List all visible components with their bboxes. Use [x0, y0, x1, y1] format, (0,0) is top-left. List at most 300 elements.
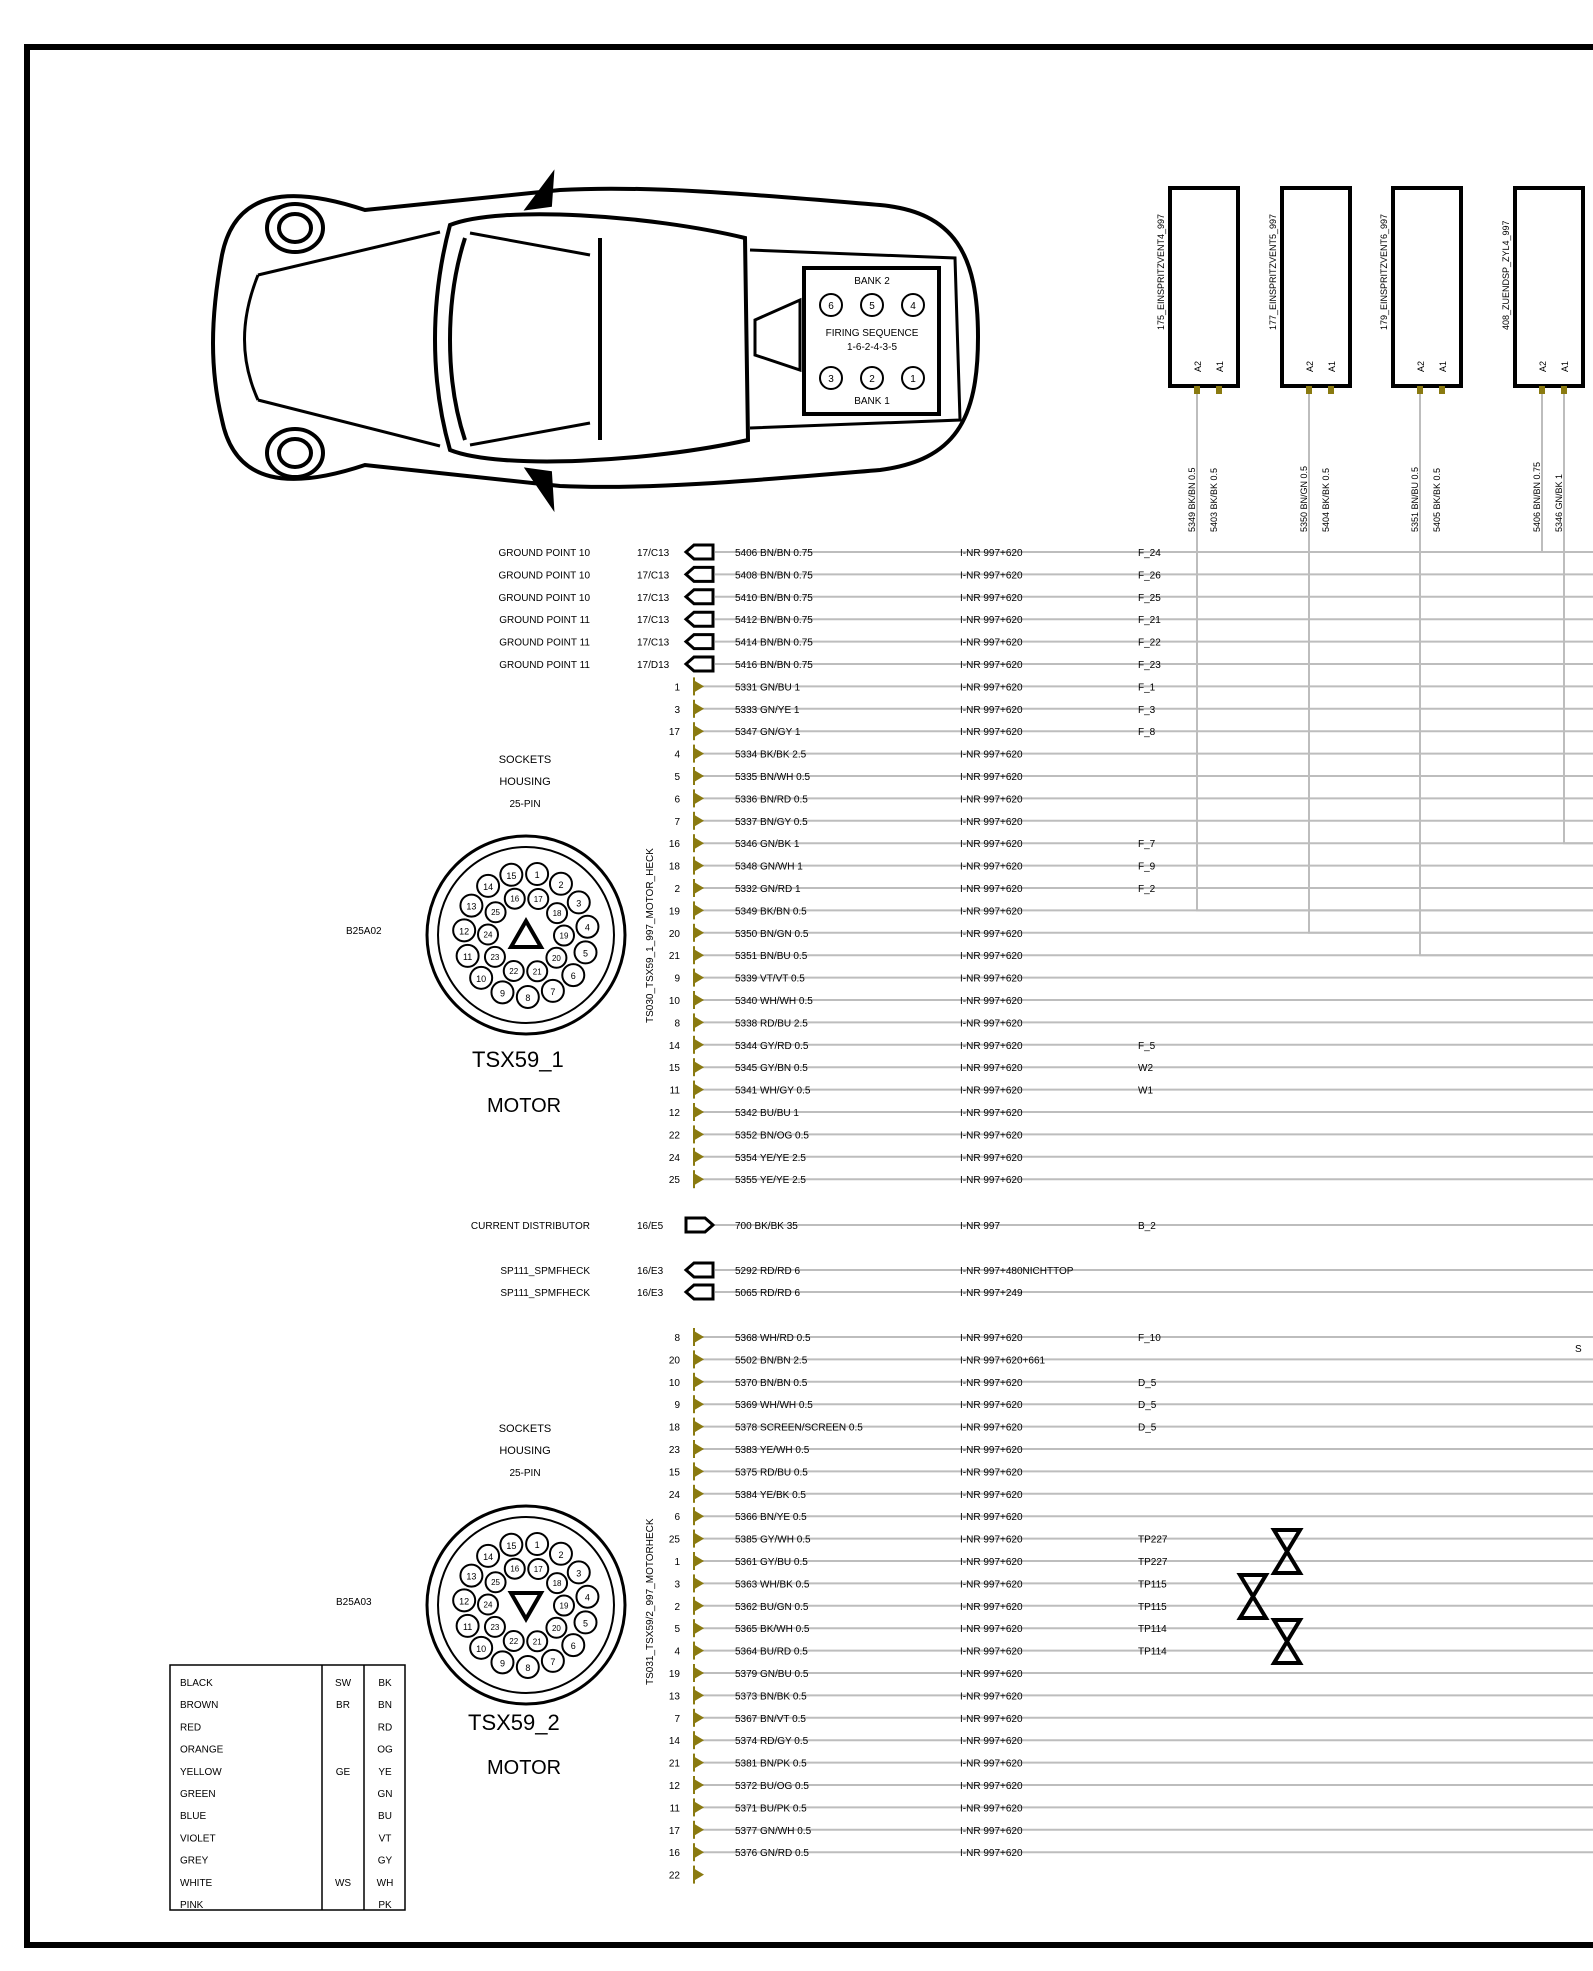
socket-label: 4	[584, 1592, 590, 1603]
ground-row	[499, 612, 1593, 626]
socket-label: 15	[506, 1540, 517, 1551]
legend-row	[180, 1878, 393, 1889]
pin-row	[669, 1843, 1593, 1861]
pin-marker	[694, 1869, 704, 1881]
bank2-label: BANK 2	[854, 276, 890, 287]
socket-label: 18	[552, 1579, 562, 1589]
pin-number: 15	[668, 1063, 680, 1075]
pin-row	[670, 1081, 1593, 1099]
wire-id: 5362 BU/GN 0.5	[735, 1601, 809, 1613]
legend-code: PK	[378, 1900, 392, 1911]
legend-row	[180, 1745, 393, 1756]
wire-inr: I-NR 997+620	[960, 816, 1023, 828]
wire-id: 5338 RD/BU 2.5	[735, 1018, 808, 1030]
legend-row	[180, 1678, 392, 1689]
pin-row	[669, 834, 1593, 852]
pin-number: 17	[668, 1825, 680, 1837]
socket-label: 17	[533, 1565, 543, 1575]
pin-marker	[694, 1667, 704, 1679]
wire-id: 5345 GY/BN 0.5	[735, 1063, 808, 1075]
legend-color-name: VIOLET	[180, 1833, 216, 1845]
component-pin-label: A2	[1193, 360, 1203, 372]
car-headlight-top-inner	[279, 214, 311, 242]
wire-inr: I-NR 997+620	[960, 951, 1023, 963]
wire-inr: I-NR 997+249	[960, 1288, 1023, 1299]
pin-marker	[694, 1488, 704, 1500]
connector-tsx59-1	[346, 754, 656, 1117]
wire-ref: F_2	[1138, 884, 1156, 895]
car-rear-spoiler	[755, 300, 800, 370]
pin-number: 6	[674, 794, 680, 806]
connector2-name: TSX59_2	[468, 1710, 560, 1735]
wire-inr: I-NR 997+620	[960, 1736, 1023, 1748]
socket-label: 7	[550, 1656, 556, 1667]
car-windshield	[450, 238, 465, 440]
wire-inr: I-NR 997+620	[960, 570, 1023, 582]
wire-inr: I-NR 997+620	[960, 1445, 1023, 1456]
cylinder-label: 5	[869, 301, 875, 312]
socket-label: 15	[506, 870, 517, 881]
connector1-name: TSX59_1	[472, 1047, 564, 1072]
wire-id: 5333 GN/YE 1	[735, 704, 800, 716]
pin-row	[669, 1418, 1593, 1436]
component-pin	[1216, 386, 1222, 394]
connector2-housing-label: HOUSING	[499, 1445, 551, 1457]
pin-marker	[694, 1533, 704, 1545]
pin-row	[669, 1148, 1593, 1166]
wire-id: 5385 GY/WH 0.5	[735, 1534, 811, 1546]
pin-marker	[694, 1846, 704, 1858]
legend-color-name: ORANGE	[180, 1744, 224, 1756]
pin-number: 18	[668, 1422, 680, 1434]
socket-label: 20	[551, 953, 561, 963]
pin-marker	[694, 972, 704, 984]
wire-inr: I-NR 997+620	[960, 615, 1023, 627]
component-pin	[1328, 386, 1334, 394]
wire-ref: F_7	[1138, 839, 1156, 851]
wire-id: 700 BK/BK 35	[735, 1221, 798, 1232]
mid-row	[500, 1263, 1593, 1277]
wire-inr: I-NR 997+620	[960, 749, 1023, 761]
legend-code: BN	[378, 1700, 392, 1712]
socket-label: 23	[490, 952, 500, 962]
pin-row	[674, 1552, 1593, 1570]
component-name: 177_EINSPRITZVENT5_997	[1268, 213, 1278, 330]
wire-inr: I-NR 997+620	[960, 1130, 1023, 1142]
pin-row	[674, 969, 1593, 987]
wire-inr: I-NR 997+620	[960, 1803, 1023, 1815]
legend-code: GN	[377, 1789, 393, 1800]
pin-marker	[694, 1016, 704, 1028]
pin-marker	[694, 1084, 704, 1096]
wire-inr: I-NR 997+620+661	[960, 1355, 1046, 1367]
pin-row	[669, 1530, 1593, 1548]
wire-inr: I-NR 997+620	[960, 1691, 1023, 1703]
wire-ref: F_25	[1138, 592, 1161, 604]
wire-id: 5336 BN/RD 0.5	[735, 794, 808, 806]
wire-inr: I-NR 997+620	[960, 1601, 1023, 1613]
wire-inr: I-NR 997+620	[960, 1825, 1023, 1837]
ground-row	[499, 657, 1593, 671]
wire-id: 5408 BN/BN 0.75	[735, 570, 813, 582]
car-cabin	[435, 214, 748, 461]
pin-row	[669, 857, 1593, 875]
legend-color-name: GREEN	[180, 1789, 216, 1800]
row-label: GROUND POINT 10	[498, 548, 590, 559]
wire-id: 5349 BK/BN 0.5	[735, 906, 807, 918]
row-location: 16/E3	[637, 1288, 664, 1299]
pin-number: 9	[674, 1400, 680, 1412]
cylinder-label: 1	[910, 374, 916, 385]
legend-color-name: YELLOW	[180, 1766, 222, 1778]
pin-number: 24	[668, 1152, 680, 1164]
row-location: 16/E5	[637, 1221, 664, 1232]
pin-row	[674, 1619, 1593, 1637]
wire-inr: I-NR 997+620	[960, 884, 1023, 895]
pin-number: 10	[668, 996, 680, 1007]
socket-label: 13	[466, 901, 477, 912]
connector1-sub: MOTOR	[487, 1095, 562, 1117]
row-location: 17/D13	[637, 660, 670, 671]
wire-inr: I-NR 997+620	[960, 1713, 1023, 1725]
component-pin	[1417, 386, 1423, 394]
wire-id: 5372 BU/OG 0.5	[735, 1781, 809, 1792]
wire-inr: I-NR 997+620	[960, 1534, 1023, 1546]
pin-marker	[694, 949, 704, 961]
cylinder-label: 4	[910, 301, 916, 312]
pin-row	[669, 1462, 1593, 1480]
pin-number: 14	[668, 1736, 680, 1748]
socket-label: 11	[462, 1621, 473, 1632]
socket-label: 17	[533, 895, 543, 905]
pin-number: 16	[668, 1848, 680, 1860]
pin-marker	[694, 927, 704, 939]
pin-number: 12	[668, 1781, 680, 1792]
legend-row	[180, 1767, 392, 1778]
wire-inr: I-NR 997+620	[960, 794, 1023, 806]
socket-label: 14	[483, 1551, 494, 1562]
pin-row	[669, 1036, 1593, 1054]
pin-row	[674, 1013, 1593, 1031]
pin-marker	[694, 882, 704, 894]
pin-row	[669, 1731, 1593, 1749]
signal-arrow-left	[686, 657, 713, 671]
wire-inr: I-NR 997+620	[960, 861, 1023, 873]
pin-number: 21	[668, 1758, 680, 1770]
legend-color-name: BROWN	[180, 1700, 219, 1712]
component-pin	[1539, 386, 1545, 394]
twist-marker-2	[1240, 1575, 1266, 1618]
component-box	[1170, 188, 1238, 386]
connector2-ref: B25A03	[336, 1597, 372, 1608]
wire-id: 5337 BN/GY 0.5	[735, 816, 808, 828]
wire-ref: F_5	[1138, 1040, 1156, 1052]
socket-label: 6	[570, 1641, 576, 1652]
socket-label: 16	[510, 1564, 520, 1574]
socket-label: 5	[582, 948, 589, 959]
wire-inr: I-NR 997+620	[960, 928, 1023, 940]
socket-label: 1	[534, 1540, 540, 1551]
wire-id: 5374 RD/GY 0.5	[735, 1736, 809, 1748]
socket-label: 3	[576, 1568, 582, 1579]
wire-id: 5416 BN/BN 0.75	[735, 660, 813, 671]
twist-marker-3	[1274, 1620, 1300, 1663]
pin-marker	[694, 1173, 704, 1185]
ground-row	[499, 590, 1593, 604]
legend-code: RD	[377, 1722, 393, 1734]
bank1-label: BANK 1	[854, 396, 890, 407]
legend-row	[180, 1700, 392, 1711]
pin-marker	[694, 1734, 704, 1746]
pin-row	[669, 1373, 1593, 1391]
wire-ref: D_5	[1138, 1400, 1157, 1412]
wire-ref: TP227	[1138, 1534, 1168, 1546]
pin-row	[669, 1440, 1593, 1458]
wire-inr: I-NR 997+620	[960, 1018, 1023, 1030]
wire-inr: I-NR 997+620	[960, 1489, 1023, 1501]
wire-inr: I-NR 997+620	[960, 727, 1023, 739]
signal-arrow-left	[686, 1285, 713, 1299]
component-wire-label: 5350 BN/GN 0.5	[1299, 465, 1309, 532]
socket-label: 3	[576, 898, 582, 909]
wire-inr: I-NR 997+620	[960, 1467, 1023, 1479]
pin-marker	[694, 815, 704, 827]
wire-id: 5347 GN/GY 1	[735, 727, 801, 739]
wire-id: 5410 BN/BN 0.75	[735, 592, 813, 604]
wire-ref: F_22	[1138, 637, 1161, 649]
pin-row	[669, 722, 1593, 740]
legend-row	[180, 1722, 392, 1733]
wire-ref: F_21	[1138, 615, 1161, 627]
socket-label: 24	[483, 1600, 493, 1610]
component-pin	[1306, 386, 1312, 394]
pin-number: 3	[674, 704, 680, 716]
pin-number: 12	[668, 1108, 680, 1119]
wire-inr: I-NR 997+620	[960, 1175, 1023, 1187]
connector2-pins-label: 25-PIN	[509, 1468, 541, 1479]
legend-row	[180, 1789, 393, 1800]
pin-marker	[694, 1353, 704, 1365]
pin-number: 11	[669, 1085, 680, 1097]
pin-row	[669, 946, 1593, 964]
component-wire-label: 5403 BK/BK 0.5	[1209, 467, 1219, 532]
twist-marker-1	[1274, 1530, 1300, 1573]
wire-inr: I-NR 997+620	[960, 1108, 1023, 1119]
wire-id: 5340 WH/WH 0.5	[735, 996, 813, 1007]
pin-row	[674, 1574, 1593, 1592]
pin-row	[674, 1709, 1593, 1727]
legend-code: VT	[378, 1833, 392, 1845]
socket-label: 12	[459, 926, 470, 937]
component-pin-label: A2	[1305, 360, 1315, 372]
component-pin-label: A2	[1416, 360, 1426, 372]
car-hood-right	[258, 400, 440, 446]
pin-number: 2	[674, 1601, 680, 1613]
pin-row	[674, 745, 1593, 763]
socket-label: 16	[510, 894, 520, 904]
pin-row	[669, 1776, 1593, 1794]
wire-inr: I-NR 997+620	[960, 1422, 1023, 1434]
pin-row-unused	[669, 1866, 704, 1884]
legend-code: BU	[378, 1811, 392, 1823]
pin-row	[674, 1507, 1593, 1525]
wire-inr: I-NR 997+620	[960, 1377, 1023, 1389]
socket-label: 20	[551, 1623, 561, 1633]
row-location: 17/C13	[637, 570, 670, 582]
twisted-pair-markers	[1240, 1530, 1300, 1663]
wire-id: 5341 WH/GY 0.5	[735, 1085, 811, 1097]
wire-inr: I-NR 997+620	[960, 906, 1023, 918]
cylinder-label: 3	[828, 374, 834, 385]
wire-id: 5365 BK/WH 0.5	[735, 1624, 810, 1636]
component-pin	[1194, 386, 1200, 394]
legend-code: YE	[378, 1766, 392, 1778]
component-pin-label: A1	[1215, 360, 1225, 372]
pin-number: 4	[674, 1646, 680, 1658]
component-pin-label: A2	[1538, 360, 1548, 372]
pin-marker	[694, 1510, 704, 1522]
socket-label: 9	[499, 1658, 505, 1669]
wire-id: 5344 GY/RD 0.5	[735, 1040, 809, 1052]
wire-inr: I-NR 997+620	[960, 1669, 1023, 1680]
legend-row	[180, 1833, 391, 1844]
row-label: SP111_SPMFHECK	[500, 1266, 590, 1277]
car-roof-left	[470, 233, 590, 255]
wire-id: 5335 BN/WH 0.5	[735, 772, 811, 783]
pin-row	[674, 677, 1593, 695]
pin-number: 7	[674, 816, 680, 828]
pin-marker	[694, 1824, 704, 1836]
pin-number: 7	[674, 1713, 680, 1725]
wire-inr: I-NR 997+620	[960, 973, 1023, 985]
component-pin-label: A1	[1438, 360, 1448, 372]
wire-inr: I-NR 997+620	[960, 637, 1023, 649]
socket-label: 21	[532, 1637, 542, 1647]
signal-arrow-left	[686, 567, 713, 581]
wire-id: 5331 GN/BU 1	[735, 682, 801, 694]
socket-label: 1	[534, 870, 540, 881]
pin-number: 6	[674, 1512, 680, 1524]
wire-inr: I-NR 997+620	[960, 592, 1023, 604]
wire-ref: TP114	[1138, 1624, 1167, 1636]
wire-ref: W2	[1138, 1063, 1153, 1075]
wire-inr: I-NR 997+620	[960, 772, 1023, 783]
row-label: GROUND POINT 11	[499, 637, 590, 649]
pin-marker	[694, 1801, 704, 1813]
component-wire-label: 5351 BN/BU 0.5	[1410, 466, 1420, 532]
pin-marker	[694, 1757, 704, 1769]
wire-inr: I-NR 997+620	[960, 1512, 1023, 1524]
signal-arrow-left	[686, 612, 713, 626]
wire-ref: F_24	[1138, 548, 1161, 559]
wire-inr: I-NR 997+620	[960, 1333, 1023, 1344]
row-label: GROUND POINT 10	[498, 570, 590, 582]
wire-ref: F_9	[1138, 861, 1156, 873]
socket-label: 8	[525, 1662, 531, 1673]
pin-row	[669, 1125, 1593, 1143]
socket-label: 25	[491, 1578, 501, 1588]
wire-id: 5346 GN/BK 1	[735, 839, 800, 851]
pin-number: 17	[668, 727, 680, 739]
component-pin-label: A1	[1560, 360, 1570, 372]
socket-label: 24	[483, 930, 493, 940]
pin-number: 10	[668, 1377, 680, 1389]
wire-inr: I-NR 997+620	[960, 839, 1023, 851]
firing-order: 1-6-2-4-3-5	[846, 342, 898, 353]
wire-id: 5351 BN/BU 0.5	[735, 951, 808, 963]
pin-row	[669, 901, 1593, 919]
pin-marker	[694, 837, 704, 849]
socket-label: 19	[559, 931, 569, 941]
pin-row	[669, 991, 1593, 1009]
pin-marker	[694, 1712, 704, 1724]
wire-id: 5406 BN/BN 0.75	[735, 548, 813, 559]
component-box	[1282, 188, 1350, 386]
socket-label: 12	[459, 1596, 470, 1607]
pin-number: 24	[668, 1489, 680, 1501]
legend-german-code: BR	[336, 1700, 350, 1712]
row-location: 17/C13	[637, 548, 670, 559]
component-wire-label: 5405 BK/BK 0.5	[1432, 467, 1442, 532]
wire-ref: F_3	[1138, 704, 1156, 716]
pin-row	[669, 1103, 1593, 1121]
legend-german-code: SW	[334, 1678, 352, 1689]
wire-id: 5377 GN/WH 0.5	[735, 1825, 812, 1837]
pin-row	[669, 1686, 1593, 1704]
wire-id: 5414 BN/BN 0.75	[735, 637, 813, 649]
wire-id: 5379 GN/BU 0.5	[735, 1669, 809, 1680]
row-location: 17/C13	[637, 592, 670, 604]
wire-ref: F_1	[1138, 682, 1156, 694]
pin-marker	[694, 748, 704, 760]
legend-german-code: GE	[335, 1766, 351, 1778]
wire-inr: I-NR 997+620	[960, 548, 1023, 559]
socket-label: 11	[462, 951, 473, 962]
legend-color-name: BLACK	[180, 1678, 213, 1689]
pin-row	[669, 1350, 1593, 1368]
connector1-pins-label: 25-PIN	[509, 799, 541, 810]
mid-row	[471, 1218, 1593, 1232]
pin-marker	[694, 1128, 704, 1140]
socket-label: 7	[550, 986, 556, 997]
pin-number: 5	[674, 1624, 680, 1636]
wire-ref: TP115	[1138, 1579, 1167, 1591]
wire-inr: I-NR 997+620	[960, 1646, 1023, 1658]
car-front-hood-line	[245, 275, 259, 400]
wire-ref: B_2	[1138, 1221, 1156, 1232]
legend-code: GY	[377, 1855, 393, 1867]
wire-ref: D_5	[1138, 1377, 1157, 1389]
pin-number: 8	[674, 1018, 680, 1030]
component-name: 175_EINSPRITZVENT4_997	[1156, 213, 1166, 330]
pin-row	[669, 1754, 1593, 1772]
wire-inr: I-NR 997+620	[960, 660, 1023, 671]
component-name: 408_ZUENDSP_ZYL4_997	[1501, 220, 1511, 330]
car-headlight-bottom-inner	[279, 439, 311, 467]
pin-marker	[694, 1645, 704, 1657]
socket-label: 22	[509, 966, 519, 976]
mid-row	[500, 1285, 1593, 1299]
signal-arrow-right	[686, 1218, 713, 1232]
wire-inr: I-NR 997+620	[960, 682, 1023, 694]
pin-marker	[694, 770, 704, 782]
wire-inr: I-NR 997+620	[960, 1152, 1023, 1164]
pin-row	[674, 1642, 1593, 1660]
wire-ref: F_23	[1138, 660, 1161, 671]
pin-number: 20	[668, 928, 680, 940]
pin-row	[669, 1664, 1593, 1682]
pin-marker	[694, 1039, 704, 1051]
